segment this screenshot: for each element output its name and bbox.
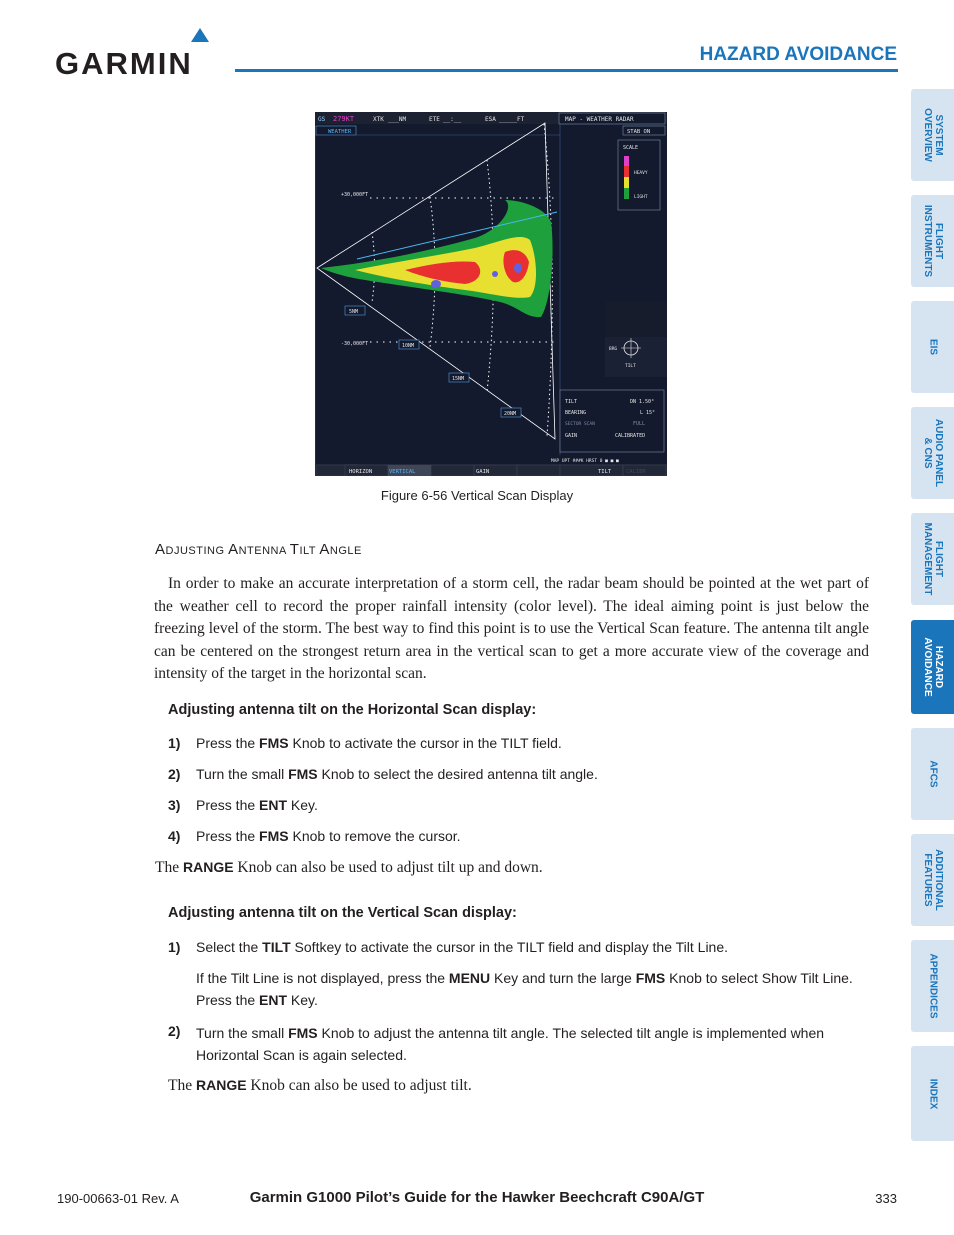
range-label-10: 10NM [402, 343, 415, 349]
gs-label: GS [318, 116, 326, 123]
header-rule [235, 69, 898, 72]
step-vertical-1-note: If the Tilt Line is not displayed, press the MENU Key and turn the large FMS Knob to select Show Tilt Line. Press the ENT Key. [196, 970, 853, 1008]
tab-audio-panel[interactable]: AUDIO PANEL & CNS [911, 407, 954, 499]
softkey-6[interactable] [517, 465, 560, 476]
tilt-info-box [560, 390, 664, 452]
svg-text:DN 1.50°: DN 1.50° [630, 399, 655, 405]
tab-eis[interactable]: EIS [911, 301, 954, 393]
tab-additional-features[interactable]: ADDITIONAL FEATURES [911, 834, 954, 926]
weather-label: WEATHER [328, 129, 352, 135]
svg-text:SCALE: SCALE [623, 145, 639, 151]
svg-text:_____FT: _____FT [499, 116, 525, 123]
section-title: HAZARD AVOIDANCE [699, 44, 897, 65]
svg-text:ESA: ESA [485, 116, 496, 123]
svg-text:__:__: __:__ [443, 116, 462, 123]
tab-hazard-avoidance[interactable]: HAZARD AVOIDANCE [911, 620, 954, 714]
svg-text:LIGHT: LIGHT [634, 195, 648, 200]
svg-text:___NM: ___NM [388, 116, 407, 123]
softkey-tilt[interactable] [560, 465, 623, 476]
page-number: 333 [875, 1191, 897, 1206]
figure-caption: Figure 6-56 Vertical Scan Display [380, 488, 574, 503]
range-note-1: The RANGE Knob can also be used to adjust tilt up and down. [155, 859, 543, 876]
stab-label: STAB ON [627, 129, 651, 135]
doc-number: 190-00663-01 Rev. A [57, 1191, 179, 1206]
vertical-scan-display [315, 112, 667, 476]
svg-text:ETE: ETE [429, 116, 440, 123]
range-label-20: 20NM [504, 411, 517, 417]
range-label-15: 15NM [452, 376, 465, 382]
svg-text:GAIN: GAIN [476, 469, 490, 475]
altitude-top-label: +30,000FT [341, 192, 369, 198]
garmin-logo [55, 28, 225, 81]
svg-text:GAIN: GAIN [565, 433, 578, 439]
tab-flight-instruments[interactable]: FLIGHT INSTRUMENTS [911, 195, 954, 287]
scale-legend [618, 140, 660, 210]
range-note-2: The RANGE Knob can also be used to adjust tilt. [168, 1077, 472, 1094]
logo-triangle-icon [191, 28, 209, 42]
svg-text:HEAVY: HEAVY [634, 171, 648, 176]
subheading-vertical: Adjusting antenna tilt on the Vertical Scan display: [168, 905, 517, 921]
svg-text:L 15°: L 15° [640, 410, 656, 416]
section-heading: ADJUSTING ANTENNA TILT ANGLE [155, 541, 362, 558]
brg-label: BRG [609, 347, 618, 352]
softkey-4[interactable] [431, 465, 474, 476]
altitude-bottom-label: -30,000FT [341, 341, 369, 347]
tab-index[interactable]: INDEX [911, 1046, 954, 1141]
svg-text:TILT: TILT [565, 399, 578, 405]
svg-text:TILT: TILT [598, 469, 612, 475]
svg-text:CALIBR: CALIBR [626, 469, 646, 475]
logo-text: GARMIN [55, 46, 193, 81]
tab-afcs[interactable]: AFCS [911, 728, 954, 820]
intro-paragraph: In order to make an accurate interpretation of a storm cell, the radar beam should be pointed at the wet part of the weather cell to record the proper rainfall intensity (color level). The ideal aiming point is just below the freezing level of the storm. The best way to find this point is to use the Vertical Scan feature. The antenna tilt angle can be centered on the strongest return area in the vertical scan to get a more accurate view of the coverage and intensity of the target in the horizontal scan. [154, 575, 869, 682]
map-page-label: MAP - WEATHER RADAR [565, 116, 634, 123]
range-label-5: 5NM [349, 309, 359, 315]
tab-appendices[interactable]: APPENDICES [911, 940, 954, 1032]
tilt-icon-label: TILT [625, 364, 636, 369]
subheading-horizontal: Adjusting antenna tilt on the Horizontal Scan display: [168, 702, 537, 718]
svg-text:CALIBRATED: CALIBRATED [615, 433, 646, 439]
svg-text:FULL: FULL [633, 421, 646, 427]
tab-flight-management[interactable]: FLIGHT MANAGEMENT [911, 513, 954, 605]
svg-text:HORIZON: HORIZON [349, 469, 373, 475]
svg-text:XTK: XTK [373, 116, 384, 123]
status-line: MAP UPT ###K HRST 0 ■ ■ ■ [551, 459, 619, 464]
svg-text:VERTICAL: VERTICAL [389, 469, 416, 475]
svg-text:SECTOR SCAN: SECTOR SCAN [565, 422, 595, 427]
svg-text:BEARING: BEARING [565, 410, 587, 416]
tab-system-overview[interactable]: SYSTEM OVERVIEW [911, 89, 954, 181]
footer-title: Garmin G1000 Pilot’s Guide for the Hawker Beechcraft C90A/GT [249, 1189, 705, 1206]
gs-value: 279KT [333, 115, 355, 123]
